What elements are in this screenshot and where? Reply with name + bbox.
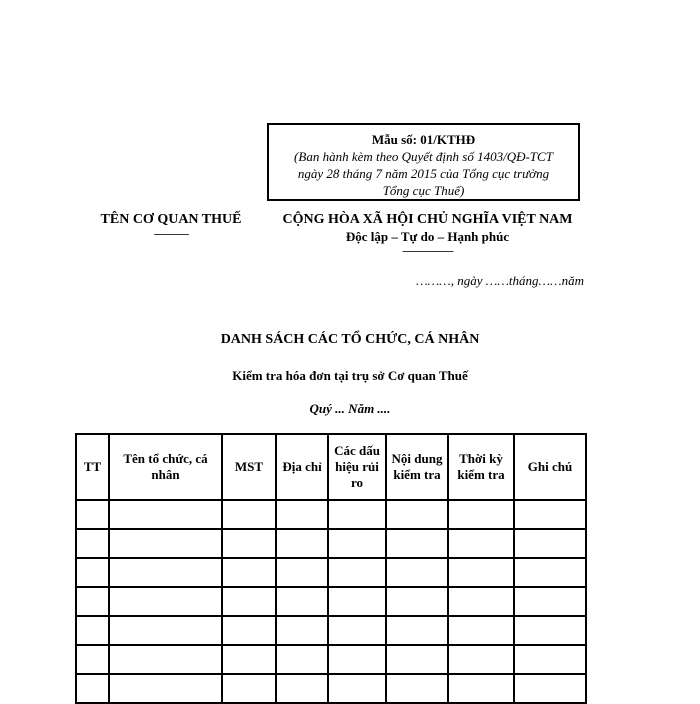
table-cell [276,616,328,645]
table-body [76,500,586,703]
table-cell [76,674,109,703]
column-header: Thời kỳ kiểm tra [448,434,514,500]
table-cell [448,616,514,645]
table-cell [514,645,586,674]
table-cell [109,529,222,558]
document-title: DANH SÁCH CÁC TỔ CHỨC, CÁ NHÂN [220,332,480,347]
table-cell [222,616,276,645]
form-code: Mẫu số: 01/KTHĐ [371,132,476,147]
table-row [76,500,586,529]
table-cell [76,529,109,558]
republic-header [265,211,590,257]
form-number-box [267,123,580,201]
column-header: TT [76,434,109,500]
table-row [76,674,586,703]
table-cell [222,529,276,558]
table-cell [448,587,514,616]
table-cell [448,500,514,529]
document-period: Quý ... Năm .... [309,401,391,416]
table-cell [386,645,448,674]
table-cell [514,529,586,558]
table-cell [109,645,222,674]
table-cell [328,558,386,587]
table-cell [386,529,448,558]
table-cell [109,500,222,529]
republic-underline: ------------------- [402,245,453,257]
form-note-line-2: ngày 28 tháng 7 năm 2015 của Tổng cục trưởng [297,166,550,181]
table-cell [328,616,386,645]
table-cell [76,500,109,529]
table-row [76,616,586,645]
table-cell [386,674,448,703]
table-cell [514,500,586,529]
table-cell [328,645,386,674]
table-cell [76,587,109,616]
table-cell [448,529,514,558]
table-cell [76,558,109,587]
table-cell [514,587,586,616]
table-cell [276,558,328,587]
table-cell [386,500,448,529]
table-header-row [76,434,586,500]
column-header: Địa chỉ [276,434,328,500]
agency-header [88,211,254,240]
table-cell [386,587,448,616]
form-note-line-1: (Ban hành kèm theo Quyết định số 1403/QĐ-TCT [294,149,553,164]
republic-motto: Độc lập – Tự do – Hạnh phúc [345,229,510,244]
column-header: Ghi chú [514,434,586,500]
table-cell [276,645,328,674]
table-cell [328,529,386,558]
table-cell [448,558,514,587]
agency-name: TÊN CƠ QUAN THUẾ [100,212,242,227]
date-line: ………, ngày ……tháng……năm [416,273,584,288]
table-cell [276,587,328,616]
republic-name: CỘNG HÒA XÃ HỘI CHỦ NGHĨA VIỆT NAM [282,212,573,227]
table-cell [276,529,328,558]
table-cell [386,616,448,645]
form-note-line-3: Tổng cục Thuế) [382,183,465,198]
table-cell [76,645,109,674]
table-cell [514,674,586,703]
table-cell [109,587,222,616]
table-cell [222,558,276,587]
column-header: Các dấu hiệu rủi ro [328,434,386,500]
table-cell [386,558,448,587]
table-cell [514,616,586,645]
table-cell [448,645,514,674]
column-header: Nội dung kiểm tra [386,434,448,500]
table-cell [448,674,514,703]
table-cell [328,587,386,616]
table-cell [514,558,586,587]
table-cell [276,674,328,703]
table-cell [222,645,276,674]
table-cell [328,500,386,529]
table-cell [222,587,276,616]
table-cell [222,500,276,529]
agency-underline: ------------- [153,228,189,240]
column-header: Tên tổ chức, cá nhân [109,434,222,500]
table-row [76,529,586,558]
table-cell [328,674,386,703]
table-cell [276,500,328,529]
table-row [76,645,586,674]
table-cell [109,616,222,645]
document-subtitle: Kiểm tra hóa đơn tại trụ sở Cơ quan Thuế [232,368,468,383]
organizations-table [75,433,587,704]
table-cell [109,558,222,587]
table-cell [76,616,109,645]
column-header: MST [222,434,276,500]
table-row [76,587,586,616]
table-cell [222,674,276,703]
table-cell [109,674,222,703]
table-row [76,558,586,587]
